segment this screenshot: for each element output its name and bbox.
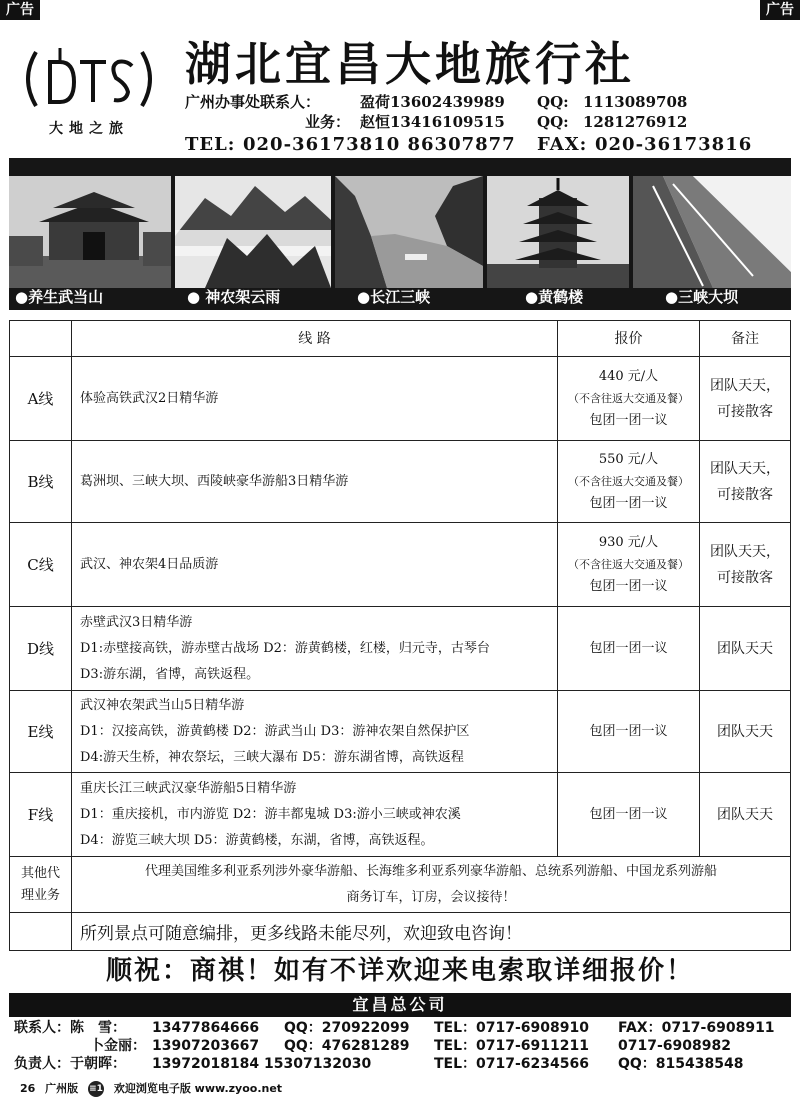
photo-caption: ● 神农架云雨 (187, 288, 281, 306)
fax-label: FAX: (537, 134, 588, 155)
route-code: A线 (10, 357, 72, 441)
footer-note-spacer (10, 913, 72, 951)
route-title: 重庆长江三峡武汉豪华游船5日精华游 (80, 780, 297, 796)
edition-badge-icon: ≡1 (88, 1081, 104, 1097)
dam-photo-icon (633, 176, 791, 288)
biz-qq-value: 1281276912 (583, 113, 688, 131)
photo-captions (9, 286, 791, 308)
hq-manager-phone: 13972018184 15307132030 (152, 1056, 372, 1072)
other-label-line: 其他代 (20, 865, 60, 881)
dts-logo-icon (14, 44, 164, 114)
photo-caption: ●三峡大坝 (665, 288, 739, 306)
header-code (10, 321, 72, 357)
route-note-cell (700, 523, 791, 607)
page-number: 26 (20, 1082, 36, 1095)
route-table (9, 320, 791, 951)
table-row (10, 523, 791, 607)
table-row (10, 773, 791, 857)
route-price-deal: 包团一团一议 (589, 578, 668, 594)
hq-contact-fax: FAX：0717-6908911 (618, 1020, 775, 1036)
route-title: 武汉、神农架4日品质游 (72, 523, 558, 607)
hq-manager-tel: TEL：0717-6234566 (434, 1056, 589, 1072)
route-note: 团队天天 (700, 773, 791, 857)
hq-contact-fax: 0717-6908982 (618, 1038, 731, 1054)
hq-contact-row (14, 1018, 796, 1038)
biz-contact-label: 业务： (305, 113, 351, 131)
fax-value: 020-36173816 (595, 134, 753, 155)
gz-contact-value: 盈荷13602439989 (360, 93, 505, 111)
hq-contact-phone: 13907203667 (152, 1038, 260, 1054)
route-detail-cell (72, 607, 558, 691)
other-business-label (10, 857, 72, 913)
route-note-extra: 可接散客 (717, 569, 773, 586)
hq-contact-qq: QQ：476281289 (284, 1038, 410, 1054)
route-price-deal: 包团一团一议 (558, 773, 700, 857)
edition-label: 广州版 (45, 1082, 79, 1095)
route-detail-cell (72, 773, 558, 857)
photo-caption: ●长江三峡 (357, 288, 431, 306)
route-code: F线 (10, 773, 72, 857)
table-header-row (10, 321, 791, 357)
gorge-photo-icon (335, 176, 483, 288)
route-detail-cell (72, 691, 558, 773)
footer-note: 所列景点可随意编排，更多线路未能尽列，欢迎致电咨询！ (72, 913, 791, 951)
table-row (10, 441, 791, 523)
route-price-deal: 包团一团一议 (558, 607, 700, 691)
other-business-line: 代理美国维多利亚系列涉外豪华游船、长海维多利亚系列豪华游船、总统系列游船、中国龙系列游船 (144, 863, 717, 879)
header-route: 线 路 (72, 321, 558, 357)
website-link[interactable]: 欢迎浏览电子版 www.zyoo.net (113, 1082, 283, 1095)
ad-label-right: 广告 (760, 0, 800, 20)
page-footer (20, 1080, 288, 1097)
hq-manager-label: 负责人：于朝晖： (14, 1056, 126, 1072)
route-code: B线 (10, 441, 72, 523)
company-logo (14, 32, 164, 142)
route-detail: D1:赤壁接高铁，游赤壁古战场 D2：游黄鹤楼，红楼，归元寺，古琴台 (80, 640, 490, 656)
footer-note-row (10, 913, 791, 951)
hq-contact-phone: 13477864666 (152, 1020, 260, 1036)
route-detail: D4：游览三峡大坝 D5：游黄鹤楼，东湖，省博，高铁返程。 (80, 832, 434, 848)
table-row (10, 691, 791, 773)
header (0, 22, 800, 160)
hq-contact-tel: TEL：0717-6908910 (434, 1020, 589, 1036)
biz-contact-value: 赵恒13416109515 (360, 113, 505, 131)
gz-contact-label: 广州办事处联系人： (185, 93, 321, 111)
route-price-deal: 包团一团一议 (589, 495, 668, 511)
route-note: 团队天天， (710, 377, 780, 394)
route-price: 930 元/人 (598, 534, 659, 550)
company-name: 湖北宜昌大地旅行社 (185, 37, 635, 91)
ad-label-left: 广告 (0, 0, 40, 20)
photo-caption: ●养生武当山 (15, 288, 104, 306)
route-title: 武汉神农架武当山5日精华游 (80, 697, 245, 713)
tel-label: TEL: (185, 134, 236, 155)
route-note-cell (700, 357, 791, 441)
other-business-text (72, 857, 791, 913)
other-business-row (10, 857, 791, 913)
route-price: 550 元/人 (598, 451, 659, 467)
route-note-cell (700, 441, 791, 523)
header-note: 备注 (700, 321, 791, 357)
pagoda-photo-icon (487, 176, 629, 288)
contact-block (185, 92, 785, 158)
route-code: D线 (10, 607, 72, 691)
gz-contact-row (185, 92, 785, 112)
biz-qq-label: QQ: (537, 113, 569, 131)
route-price-note: （不含往返大交通及餐） (568, 391, 689, 405)
route-note-extra: 可接散客 (717, 403, 773, 420)
route-title: 体验高铁武汉2日精华游 (72, 357, 558, 441)
hq-contact-tel: TEL：0717-6911211 (434, 1038, 589, 1054)
header-price: 报价 (558, 321, 700, 357)
route-detail: D1：重庆接机，市内游览 D2：游丰都鬼城 D3:游小三峡或神农溪 (80, 806, 461, 822)
hq-manager-qq: QQ：815438548 (618, 1056, 744, 1072)
temple-photo-icon (9, 176, 171, 288)
hq-manager-row (14, 1054, 796, 1074)
route-price-cell (558, 523, 700, 607)
route-detail: D1：汉接高铁，游黄鹤楼 D2：游武当山 D3：游神农架自然保护区 (80, 723, 470, 739)
tel-value: 020-36173810 86307877 (243, 134, 516, 155)
other-label-line: 理业务 (20, 887, 60, 903)
hq-contact-label: 联系人：陈 雪： (14, 1020, 126, 1036)
route-note: 团队天天 (700, 691, 791, 773)
route-title: 葛洲坝、三峡大坝、西陵峡豪华游船3日精华游 (72, 441, 558, 523)
route-price-cell (558, 441, 700, 523)
hq-contact-qq: QQ：270922099 (284, 1020, 410, 1036)
route-note-extra: 可接散客 (717, 486, 773, 503)
table-row (10, 357, 791, 441)
gz-qq-label: QQ: (537, 93, 569, 111)
route-title: 赤壁武汉3日精华游 (80, 614, 193, 630)
route-price-cell (558, 357, 700, 441)
other-business-line: 商务订车，订房，会议接待！ (346, 889, 516, 905)
mountain-photo-icon (175, 176, 331, 288)
route-note: 团队天天 (700, 607, 791, 691)
biz-contact-row (185, 112, 785, 132)
hq-title: 宜昌总公司 (9, 993, 791, 1017)
route-price-note: （不含往返大交通及餐） (568, 557, 689, 571)
route-code: E线 (10, 691, 72, 773)
tel-fax-row (185, 132, 785, 158)
gz-qq-value: 1113089708 (583, 93, 688, 111)
photo-caption: ●黄鹤楼 (525, 288, 584, 306)
route-price: 440 元/人 (598, 368, 659, 384)
route-detail: D3:游东湖，省博，高铁返程。 (80, 666, 260, 682)
hq-contact-label: 卜金丽： (90, 1038, 146, 1054)
route-note: 团队天天， (710, 543, 780, 560)
hq-contact-row (14, 1036, 796, 1056)
closing-wish: 顺祝：商祺！如有不详欢迎来电索取详细报价！ (105, 956, 694, 986)
route-price-deal: 包团一团一议 (558, 691, 700, 773)
photo-strip (9, 158, 791, 310)
route-note: 团队天天， (710, 460, 780, 477)
route-price-deal: 包团一团一议 (589, 412, 668, 428)
route-price-note: （不含往返大交通及餐） (568, 474, 689, 488)
route-code: C线 (10, 523, 72, 607)
route-detail: D4:游天生桥，神农祭坛，三峡大瀑布 D5：游东湖省博，高铁返程 (80, 749, 464, 765)
logo-subtitle: 大地之旅 (49, 121, 129, 137)
table-row (10, 607, 791, 691)
